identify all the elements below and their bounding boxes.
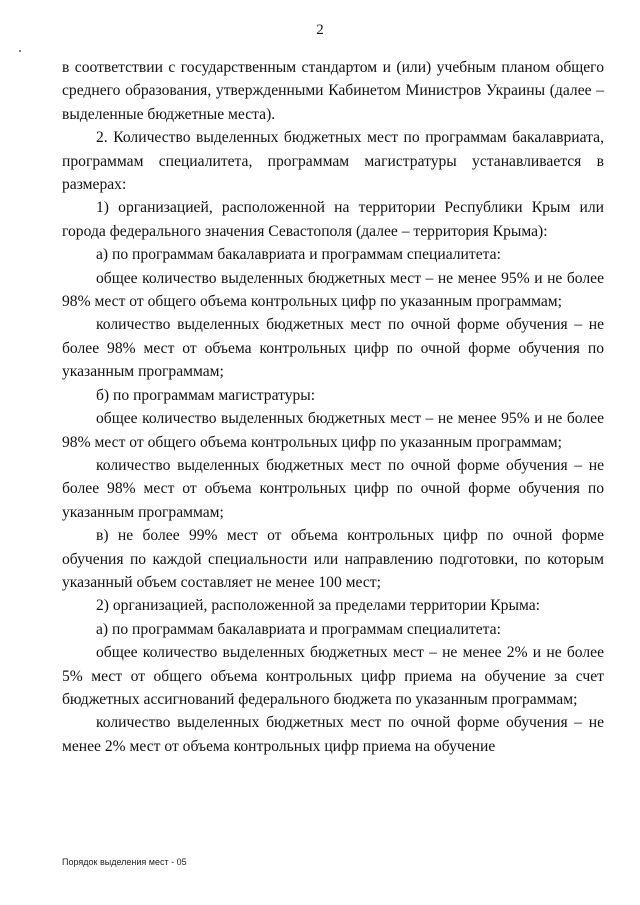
paragraph: количество выделенных бюджетных мест по очной форме обучения – не более 98% мест от объема контрольных цифр по очной форме обучения по указанным программам;: [62, 456, 604, 521]
paragraph: б) по программам магистратуры:: [96, 386, 316, 404]
paragraph: в) не более 99% мест от объема контрольных цифр по очной форме обучения по каждой специальности или направлению подготовки, по которым указанный объем составляет не менее 100 мест;: [62, 527, 604, 591]
paragraph: а) по программам бакалавриата и программам специалитета:: [96, 620, 501, 638]
paragraph: количество выделенных бюджетных мест по очной форме обучения – не менее 2% мест от объема контрольных цифр приема на обучение: [62, 714, 604, 755]
paragraph: а) по программам бакалавриата и программам специалитета:: [96, 246, 501, 264]
paragraph: общее количество выделенных бюджетных мест – не менее 95% и не более 98% мест от общего объема контрольных цифр по указанным программам;: [62, 410, 604, 451]
paragraph: общее количество выделенных бюджетных мест – не менее 95% и не более 98% мест от общего объема контрольных цифр по указанным программам;: [62, 269, 604, 311]
paragraph: количество выделенных бюджетных мест по очной форме обучения – не более 98% мест от объема контрольных цифр по очной форме обучения по указанным программам;: [62, 316, 604, 381]
paragraph: в соответствии с государственным стандартом и (или) учебным планом общего среднего образования, утвержденными Кабинетом Министров Украины (далее – выделенные бюджетные места).: [62, 59, 604, 123]
paragraph: 1) организацией, расположенной на территории Республики Крым или города федерального значения Севастополя (далее – территория Крыма):: [62, 199, 604, 240]
page-number: 2: [316, 22, 324, 38]
paragraph: 2. Количество выделенных бюджетных мест по программам бакалавриата, программам специалитета, программам магистратуры устанавливается в размерах:: [62, 129, 604, 194]
paragraph: общее количество выделенных бюджетных мест – не менее 2% и не более 5% мест от общего объема контрольных цифр приема на обучение за счет бюджетных ассигнований федерального бюджета по указанным программам;: [62, 644, 604, 708]
paragraph: 2) организацией, расположенной за пределами территории Крыма:: [96, 597, 540, 615]
page-footer: Порядок выделения мест - 05: [62, 857, 187, 867]
document-body: [62, 56, 604, 758]
scan-speck: [19, 50, 21, 52]
